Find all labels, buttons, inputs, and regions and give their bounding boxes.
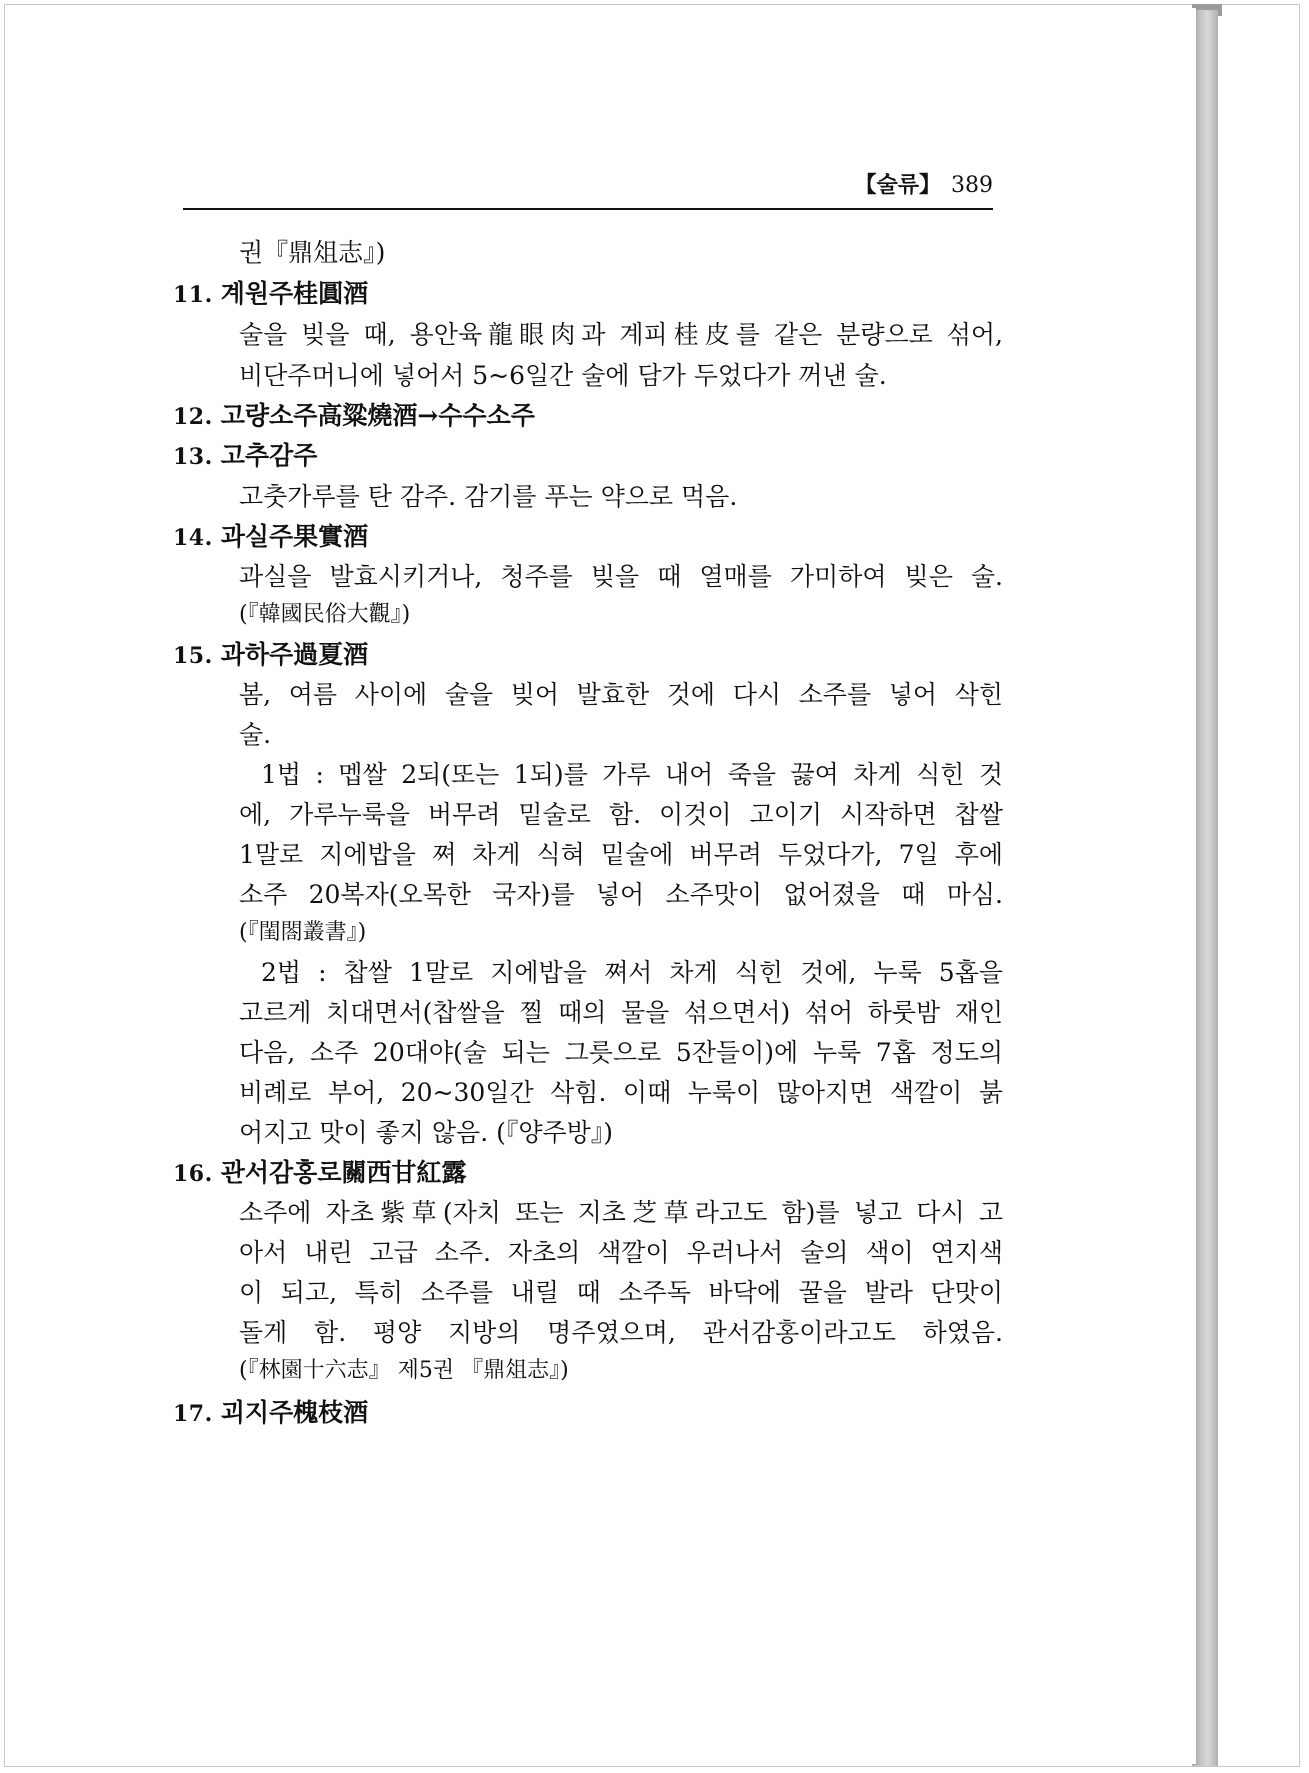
entry-number: 13.: [173, 444, 213, 470]
entry-heading: [173, 441, 317, 472]
text-line: 비단주머니에 넣어서 5~6일간 술에 담가 두었다가 꺼낸 술.: [239, 361, 887, 390]
entry-heading: [173, 401, 535, 432]
entry-number: 16.: [173, 1161, 213, 1187]
entry-heading: [173, 1398, 368, 1429]
text-line: 과실을 발효시키거나, 청주를 빚을 때 열매를 가미하여 빚은 술.: [239, 562, 1003, 591]
text-line: 고춧가루를 탄 감주. 감기를 푸는 약으로 먹음.: [239, 482, 738, 511]
text-line: 봄, 여름 사이에 술을 빚어 발효한 것에 다시 소주를 넣어 삭힌: [239, 680, 1003, 709]
section-title: 【술류】: [854, 172, 941, 198]
source-citation: (『林園十六志』 제5권 『鼎俎志』): [239, 1358, 569, 1383]
entry-heading: [173, 1158, 467, 1189]
entry-number: 15.: [173, 643, 213, 669]
text-line: 돌게 함. 평양 지방의 명주였으며, 관서감홍이라고도 하였음.: [239, 1318, 1003, 1347]
entry-title: 관서감홍로關西甘紅露: [220, 1158, 467, 1187]
entry-heading: [173, 279, 368, 310]
text-line: 소주 20복자(오목한 국자)를 넣어 소주맛이 없어졌을 때 마심.: [239, 880, 1003, 909]
running-header: [183, 168, 993, 208]
entry-title: 고량소주高粱燒酒→수수소주: [220, 401, 535, 430]
entry-title: 계원주桂圓酒: [220, 279, 369, 308]
text-line: 2법 : 찹쌀 1말로 지에밥을 쪄서 차게 식힌 것에, 누룩 5홉을: [261, 958, 1003, 987]
text-line: 1법 : 멥쌀 2되(또는 1되)를 가루 내어 죽을 끓여 차게 식힌 것: [261, 760, 1003, 789]
source-citation: (『閨閤叢書』): [239, 920, 367, 945]
source-citation: (『韓國民俗大觀』): [239, 602, 411, 627]
text-line: 고르게 치대면서(찹쌀을 찔 때의 물을 섞으면서) 섞어 하룻밤 재인: [239, 998, 1003, 1027]
text-line: 다음, 소주 20대야(술 되는 그릇으로 5잔들이)에 누룩 7홉 정도의: [239, 1038, 1003, 1067]
entry-title: 과하주過夏酒: [220, 640, 369, 669]
entry-heading: [173, 640, 368, 671]
text-line: 이 되고, 특히 소주를 내릴 때 소주독 바닥에 꿀을 발라 단맛이: [239, 1278, 1003, 1307]
text-line: 술.: [239, 720, 272, 749]
entry-title: 과실주果實酒: [220, 522, 369, 551]
text-line: 비례로 부어, 20~30일간 삭힘. 이때 누룩이 많아지면 색깔이 붉: [239, 1078, 1003, 1107]
page-number: 389: [951, 173, 993, 198]
entry-title: 괴지주槐枝酒: [220, 1398, 369, 1427]
entry-heading: [173, 522, 368, 553]
entry-title: 고추감주: [220, 441, 318, 470]
text-line: 1말로 지에밥을 쪄 차게 식혀 밑술에 버무려 두었다가, 7일 후에: [239, 840, 1003, 869]
text-line: 에, 가루누룩을 버무려 밑술로 함. 이것이 고이기 시작하면 찹쌀: [239, 800, 1003, 829]
text-line: 소주에 자초紫草(자치 또는 지초芝草라고도 함)를 넣고 다시 고: [239, 1198, 1003, 1227]
entry-number: 14.: [173, 525, 213, 551]
text-line: 술을 빚을 때, 용안육龍眼肉과 계피桂皮를 같은 분량으로 섞어,: [239, 320, 1003, 349]
header-rule: [183, 208, 993, 210]
text-line: 어지고 맛이 좋지 않음. (『양주방』): [239, 1118, 614, 1147]
entry-number: 11.: [173, 282, 213, 308]
header-right: [854, 168, 993, 199]
entry-number: 12.: [173, 404, 213, 430]
entry-number: 17.: [173, 1401, 213, 1427]
text-line: 아서 내린 고급 소주. 자초의 색깔이 우러나서 술의 색이 연지색: [239, 1238, 1003, 1267]
text-line: 권『鼎俎志』): [239, 238, 386, 267]
